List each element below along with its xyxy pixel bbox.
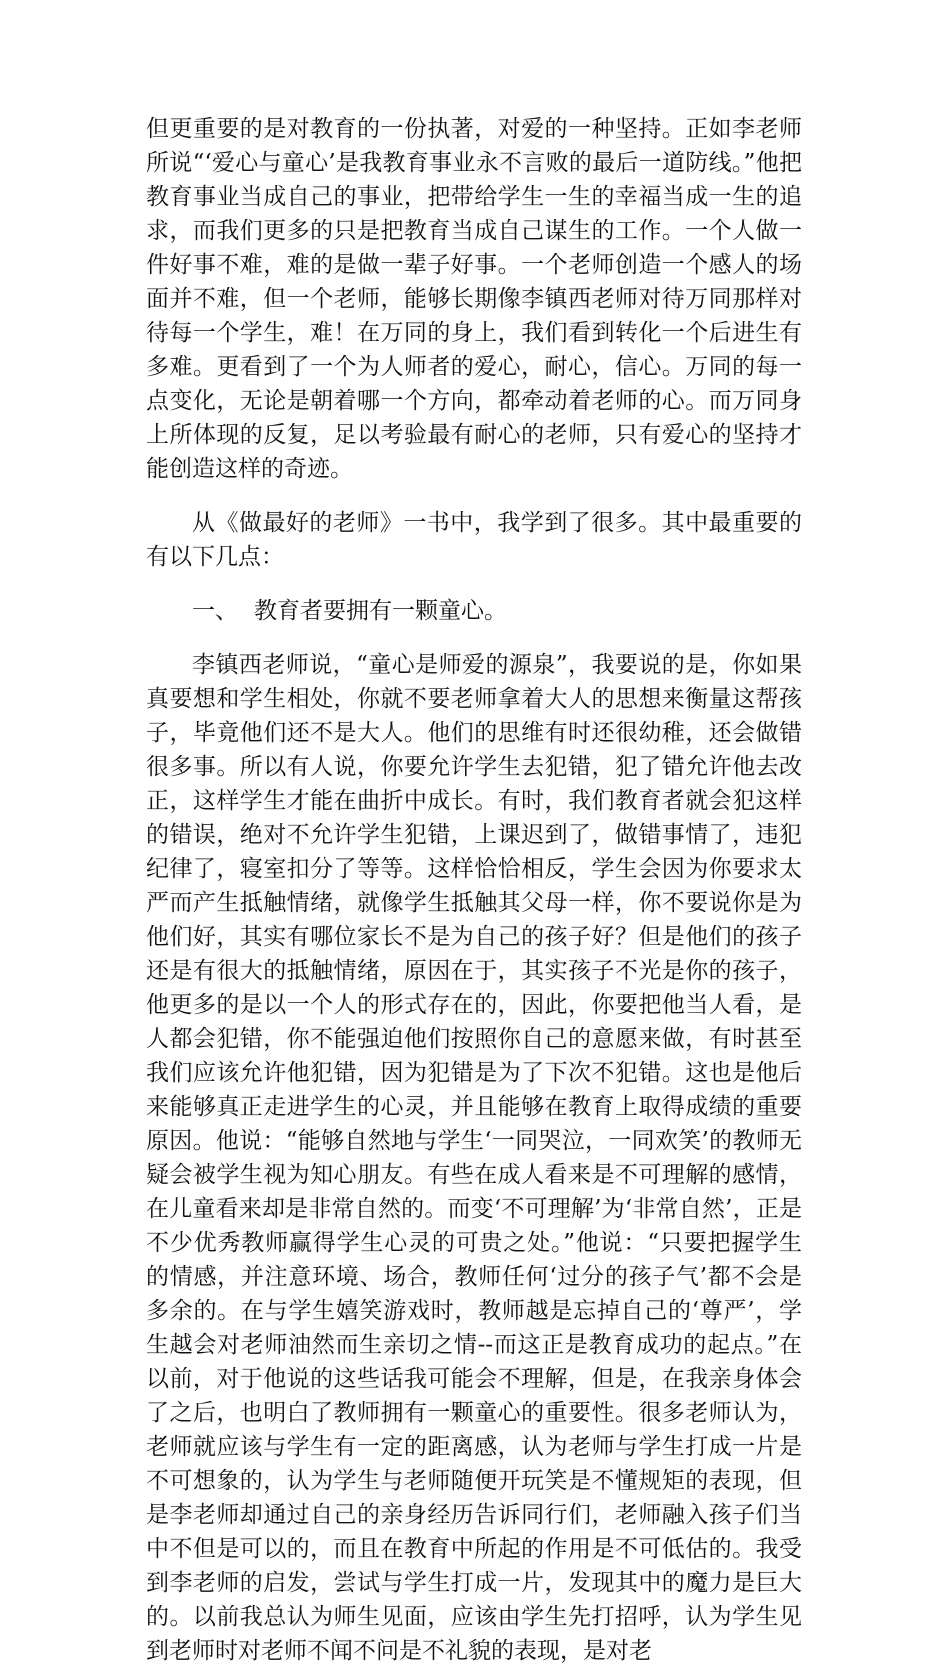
document-body — [146, 112, 802, 1668]
paragraph-lessons-intro: 从《做最好的老师》一书中，我学到了很多。其中最重要的有以下几点： — [146, 510, 802, 570]
paragraph-love-and-persistence: 但更重要的是对教育的一份执著，对爱的一种坚持。正如李老师所说“‘爱心与童心’是我教育事业永不言败的最后一道防线。”他把教育事业当成自己的事业，把带给学生一生的幸福当成一生的追求，而我们更多的只是把教育当成自己谋生的工作。一个人做一件好事不难，难的是做一辈子好事。一个老师创造一个感人的场面并不难，但一个老师，能够长期像李镇西老师对待万同那样对待每一个学生，难！在万同的身上，我们看到转化一个后进生有多难。更看到了一个为人师者的爱心，耐心，信心。万同的每一点变化，无论是朝着哪一个方向，都牵动着老师的心。而万同身上所体现的反复，足以考验最有耐心的老师，只有爱心的坚持才能创造这样的奇迹。 — [146, 116, 802, 482]
section-title: 教育者要拥有一颗童心。 — [254, 598, 507, 624]
section-number: 一、 — [192, 598, 238, 624]
section-heading-childlike-heart — [146, 594, 802, 628]
paragraph-childlike-heart: 李镇西老师说，“童心是师爱的源泉”，我要说的是，你如果真要想和学生相处，你就不要老师拿着大人的思想来衡量这帮孩子，毕竟他们还不是大人。他们的思维有时还很幼稚，还会做错很多事。所以有人说，你要允许学生去犯错，犯了错允许他去改正，这样学生才能在曲折中成长。有时，我们教育者就会犯这样的错误，绝对不允许学生犯错，上课迟到了，做错事情了，违犯纪律了，寝室扣分了等等。这样恰恰相反，学生会因为你要求太严而产生抵触情绪，就像学生抵触其父母一样，你不要说你是为他们好，其实有哪位家长不是为自己的孩子好？但是他们的孩子还是有很大的抵触情绪，原因在于，其实孩子不光是你的孩子，他更多的是以一个人的形式存在的，因此，你要把他当人看，是人都会犯错，你不能强迫他们按照你自己的意愿来做，有时甚至我们应该允许他犯错，因为犯错是为了下次不犯错。这也是他后来能够真正走进学生的心灵，并且能够在教育上取得成绩的重要原因。他说：“能够自然地与学生‘一同哭泣，一同欢笑’的教师无疑会被学生视为知心朋友。有些在成人看来是不可理解的感情，在儿童看来却是非常自然的。而变‘不可理解’为‘非常自然’，正是不少优秀教师赢得学生心灵的可贵之处。”他说：“只要把握学生的情感，并注意环境、场合，教师任何‘过分的孩子气’都不会是多余的。在与学生嬉笑游戏时，教师越是忘掉自己的‘尊严’，学生越会对老师油然而生亲切之情--而这正是教育成功的起点。”在以前，对于他说的这些话我可能会不理解，但是，在我亲身体会了之后，也明白了教师拥有一颗童心的重要性。很多老师认为，老师就应该与学生有一定的距离感，认为老师与学生打成一片是不可想象的，认为学生与老师随便开玩笑是不懂规矩的表现，但是李老师却通过自己的亲身经历告诉同行们，老师融入孩子们当中不但是可以的，而且在教育中所起的作用是不可低估的。我受到李老师的启发，尝试与学生打成一片，发现其中的魔力是巨大的。以前我总认为师生见面，应该由学生先打招呼，认为学生见到老师时对老师不闻不问是不礼貌的表现，是对老 — [146, 652, 802, 1664]
